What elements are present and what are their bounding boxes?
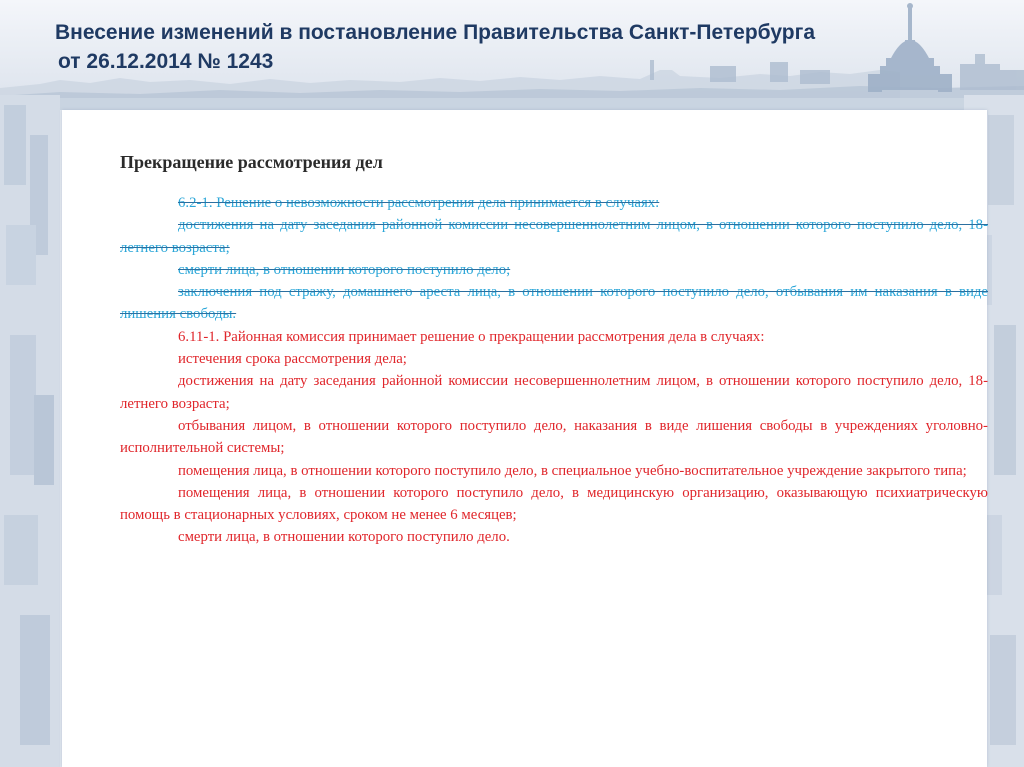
added-paragraph: смерти лица, в отношении которого поступило дело. [178,529,510,546]
added-paragraph: достижения на дату заседания районной комиссии несовершеннолетним лицом, в отношении которого поступило дело, 18-летнего возраста; [120,373,988,412]
slide-title-line-1: Внесение изменений в постановление Правительства Санкт-Петербурга [55,21,816,44]
deleted-paragraph: 6.2-1. Решение о невозможности рассмотрения дела принимается в случаях: [178,195,660,211]
document-panel [62,110,987,767]
added-paragraph: помещения лица, в отношении которого поступило дело, в медицинскую организацию, оказывающую психиатрическую помощь в стационарных условиях, сроком не менее 6 месяцев; [120,484,988,524]
deleted-paragraph: достижения на дату заседания районной комиссии несовершеннолетним лицом, в отношении которого поступило дело, 18-летнего возраста; [120,217,988,256]
deleted-paragraph: смерти лица, в отношении которого поступило дело; [178,261,511,278]
document-body [120,150,988,549]
added-paragraph: 6.11-1. Районная комиссия принимает решение о прекращении рассмотрения дела в случаях: [178,328,765,345]
left-decorative-texture [0,95,60,767]
added-paragraph: истечения срока рассмотрения дела; [178,351,407,368]
slide-title [55,18,875,76]
slide-title-line-2: от 26.12.2014 № 1243 [58,50,274,73]
deleted-paragraph: заключения под стражу, домашнего ареста лица, в отношении которого поступило дело, отбывания им наказания в виде лишения свободы. [120,284,988,323]
added-paragraph: помещения лица, в отношении которого поступило дело, в специальное учебно-воспитательное учреждение закрытого типа; [178,462,967,479]
document-heading: Прекращение рассмотрения дел [120,152,383,172]
added-paragraph: отбывания лицом, в отношении которого поступило дело, наказания в виде лишения свободы в учреждениях уголовно-исполнительной системы; [120,417,988,457]
